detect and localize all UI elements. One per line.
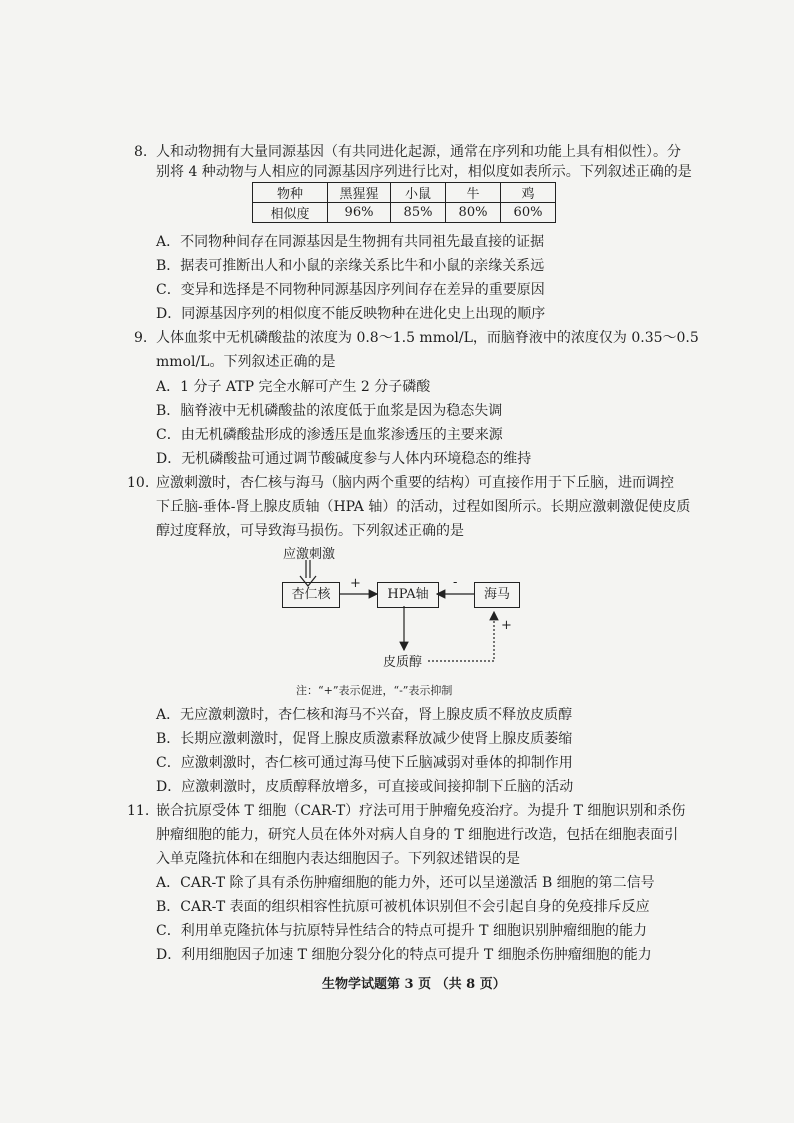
table-cell: 牛 xyxy=(446,183,501,203)
table-cell: 80% xyxy=(446,203,501,223)
table-cell: 黑猩猩 xyxy=(328,183,391,203)
option-d: D．应激刺激时，皮质醇释放增多，可直接或间接抑制下丘脑的活动 xyxy=(156,779,574,795)
option-a: A．无应激刺激时，杏仁核和海马不兴奋，肾上腺皮质不释放皮质醇 xyxy=(156,707,573,723)
option-b: B．长期应激刺激时，促肾上腺皮质激素释放减少使肾上腺皮质萎缩 xyxy=(156,731,573,747)
hippocampus-box xyxy=(474,582,520,608)
question-stem-line: 肿瘤细胞的能力，研究人员在体外对病人自身的 T 细胞进行改造，包括在细胞表面引 xyxy=(156,827,679,843)
question-stem-line: mmol/L。下列叙述正确的是 xyxy=(156,354,336,370)
table-cell: 相似度 xyxy=(253,203,328,223)
question-stem-line: 下丘脑-垂体-肾上腺皮质轴（HPA 轴）的活动，过程如图所示。长期应激刺激促使皮质 xyxy=(156,499,691,515)
option-b: B．据表可推断出人和小鼠的亲缘关系比牛和小鼠的亲缘关系远 xyxy=(156,258,545,274)
option-b: B．CAR-T 表面的组织相容性抗原可被机体识别但不会引起自身的免疫排斥反应 xyxy=(156,899,650,915)
inhibit-sign: - xyxy=(453,575,458,590)
question-stem-line: 别将 4 种动物与人相应的同源基因序列进行比对，相似度如表所示。下列叙述正确的是 xyxy=(156,164,692,180)
question-stem-line: 人体血浆中无机磷酸盐的浓度为 0.8～1.5 mmol/L，而脑脊液中的浓度仅为 0.35～0.5 xyxy=(156,330,699,346)
amygdala-box xyxy=(282,582,340,608)
promote-sign: + xyxy=(501,618,512,633)
promote-sign: + xyxy=(350,576,361,591)
stress-label: 应激刺激 xyxy=(283,547,336,562)
option-a: A．不同物种间存在同源基因是生物拥有共同祖先最直接的证据 xyxy=(156,234,545,250)
amygdala-label: 杏仁核 xyxy=(291,587,331,602)
option-c: C．利用单克隆抗体与抗原特异性结合的特点可提升 T 细胞识别肿瘤细胞的能力 xyxy=(156,923,647,939)
cortisol-label: 皮质醇 xyxy=(383,655,423,670)
question-stem-line: 醇过度释放，可导致海马损伤。下列叙述正确的是 xyxy=(156,523,464,539)
question-stem-line: 应激刺激时，杏仁核与海马（脑内两个重要的结构）可直接作用于下丘脑，进而调控 xyxy=(156,475,674,491)
question-stem-line: 嵌合抗原受体 T 细胞（CAR-T）疗法可用于肿瘤免疫治疗。为提升 T 细胞识别和杀伤 xyxy=(156,803,686,819)
question-number: 11. xyxy=(127,803,150,819)
question-number: 10. xyxy=(127,475,150,491)
option-d: D．利用细胞因子加速 T 细胞分裂分化的特点可提升 T 细胞杀伤肿瘤细胞的能力 xyxy=(156,947,652,963)
table-cell: 60% xyxy=(501,203,556,223)
diagram-note: 注：“+”表示促进，“-”表示抑制 xyxy=(296,684,453,697)
option-c: C．变异和选择是不同物种同源基因序列间存在差异的重要原因 xyxy=(156,282,545,298)
option-c: C．应激刺激时，杏仁核可通过海马使下丘脑减弱对垂体的抑制作用 xyxy=(156,755,573,771)
page-footer: 生物学试题第 3 页 （共 8 页） xyxy=(322,977,506,992)
table-cell: 小鼠 xyxy=(391,183,446,203)
question-stem-line: 入单克隆抗体和在细胞内表达细胞因子。下列叙述错误的是 xyxy=(156,851,520,867)
option-c: C．由无机磷酸盐形成的渗透压是血浆渗透压的主要来源 xyxy=(156,427,503,443)
option-a: A．1 分子 ATP 完全水解可产生 2 分子磷酸 xyxy=(156,379,431,395)
option-d: D．无机磷酸盐可通过调节酸碱度参与人体内环境稳态的维持 xyxy=(156,451,532,467)
option-a: A．CAR-T 除了具有杀伤肿瘤细胞的能力外，还可以呈递激活 B 细胞的第二信号 xyxy=(156,875,655,891)
option-d: D．同源基因序列的相似度不能反映物种在进化史上出现的顺序 xyxy=(156,306,546,322)
option-b: B．脑脊液中无机磷酸盐的浓度低于血浆是因为稳态失调 xyxy=(156,403,503,419)
question-number: 8. xyxy=(134,144,148,160)
hpa-axis-label: HPA轴 xyxy=(387,587,429,602)
hpa-axis-box xyxy=(377,582,439,608)
hippocampus-label: 海马 xyxy=(483,587,510,602)
table-cell: 物种 xyxy=(253,183,328,203)
table-cell: 85% xyxy=(391,203,446,223)
table-cell: 96% xyxy=(328,203,391,223)
question-number: 9. xyxy=(134,330,148,346)
table-cell: 鸡 xyxy=(501,183,556,203)
question-stem-line: 人和动物拥有大量同源基因（有共同进化起源，通常在序列和功能上具有相似性）。分 xyxy=(156,144,681,160)
